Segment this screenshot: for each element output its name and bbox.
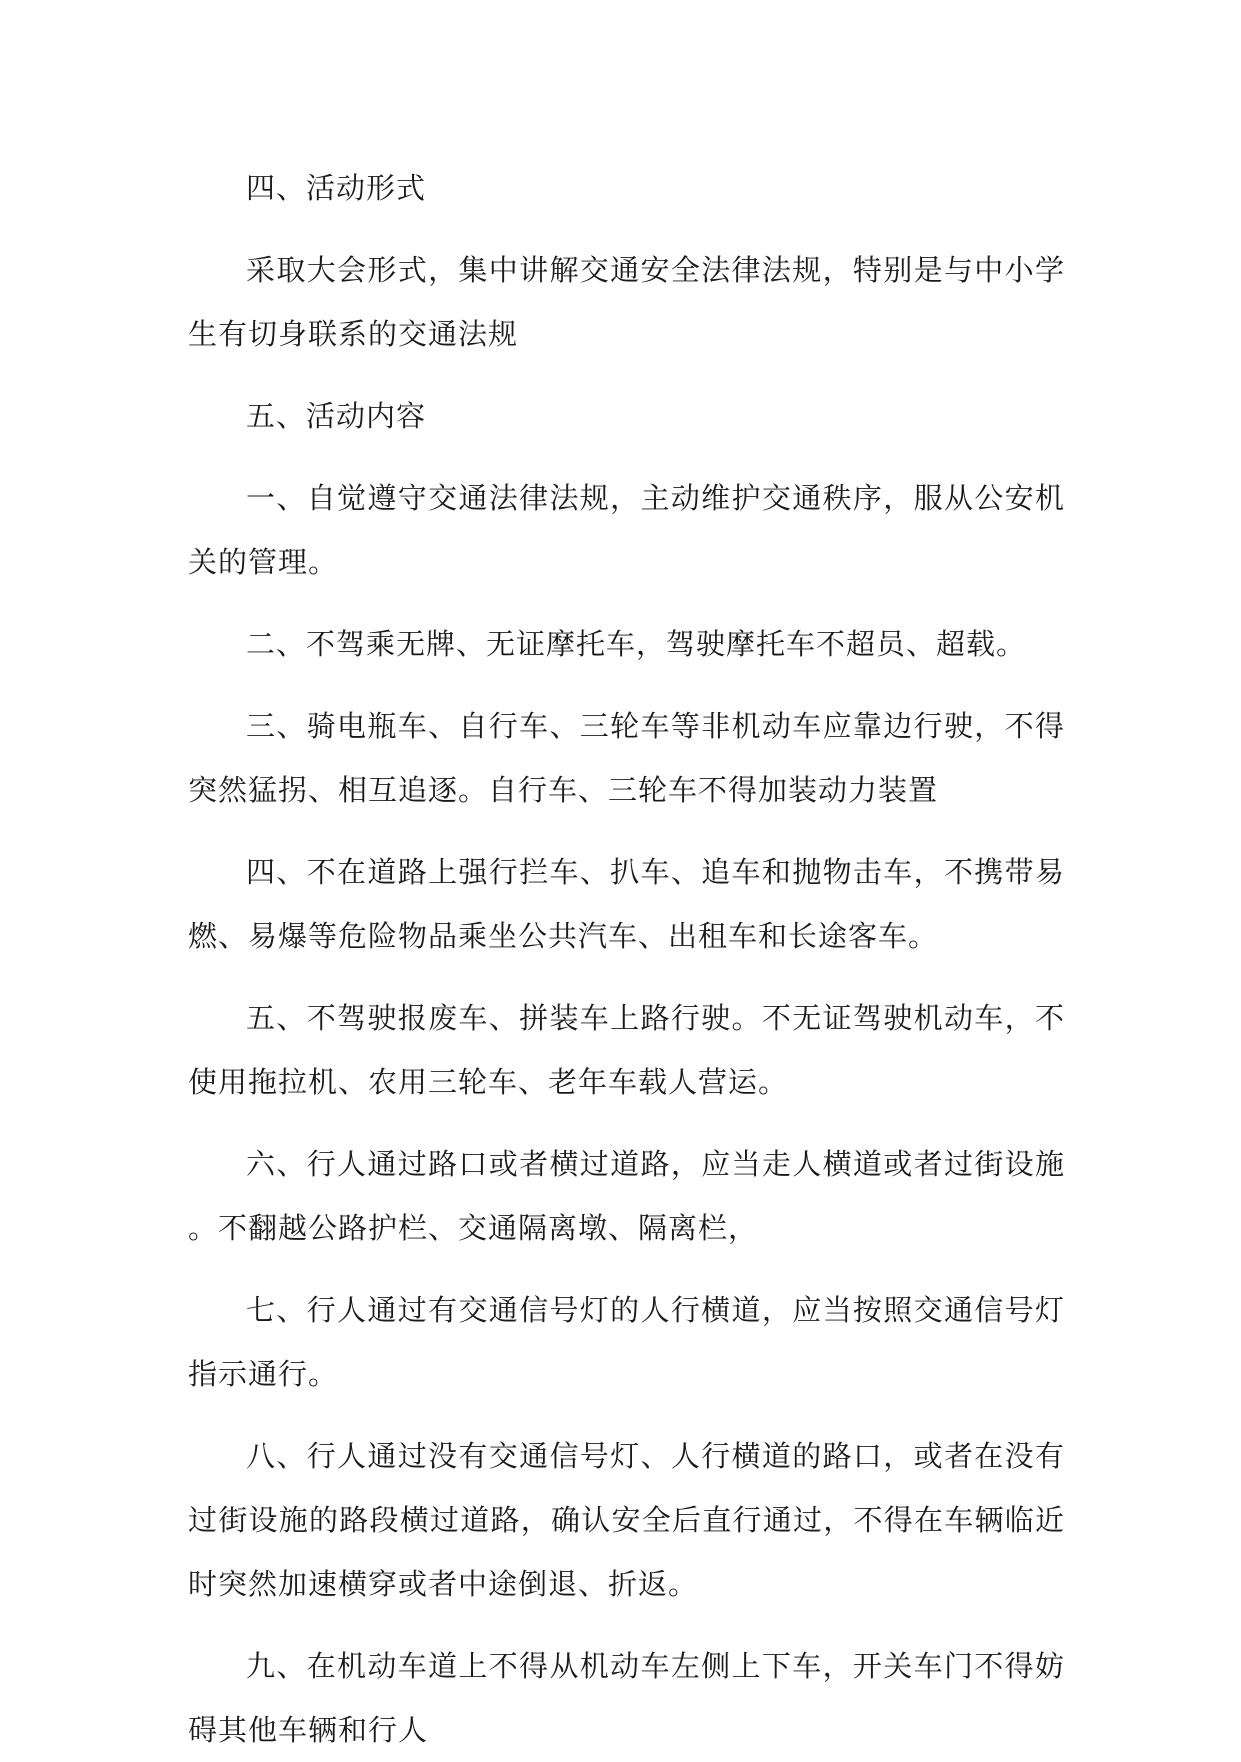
rule-item-2: 二、不驾乘无牌、无证摩托车，驾驶摩托车不超员、超载。 [246,627,1027,661]
rule-item-6: 六、行人通过路口或者横过道路，应当走人横道或者过街设施。不翻越公路护栏、交通隔离墩、隔离栏， [188,1147,1065,1245]
rule-item-9: 九、在机动车道上不得从机动车左侧上下车，开关车门不得妨碍其他车辆和行人 [188,1649,1065,1747]
rule-item-7: 七、行人通过有交通信号灯的人行横道，应当按照交通信号灯指示通行。 [188,1293,1065,1391]
paragraph-activity-form-body: 采取大会形式，集中讲解交通安全法律法规，特别是与中小学生有切身联系的交通法规 [188,253,1065,351]
rule-item-8: 八、行人通过没有交通信号灯、人行横道的路口，或者在没有过街设施的路段横过道路，确认安全后直行通过，不得在车辆临近时突然加速横穿或者中途倒退、折返。 [188,1439,1065,1601]
section-heading-activity-form: 四、活动形式 [246,171,427,205]
rule-item-5: 五、不驾驶报废车、拼装车上路行驶。不无证驾驶机动车，不使用拖拉机、农用三轮车、老年车载人营运。 [188,1001,1065,1099]
rule-item-3: 三、骑电瓶车、自行车、三轮车等非机动车应靠边行驶，不得突然猛拐、相互追逐。自行车、三轮车不得加装动力装置 [188,709,1065,807]
rule-item-4: 四、不在道路上强行拦车、扒车、追车和抛物击车，不携带易燃、易爆等危险物品乘坐公共汽车、出租车和长途客车。 [188,855,1065,953]
rule-item-1: 一、自觉遵守交通法律法规，主动维护交通秩序，服从公安机关的管理。 [188,481,1065,579]
section-heading-activity-content: 五、活动内容 [246,399,427,433]
